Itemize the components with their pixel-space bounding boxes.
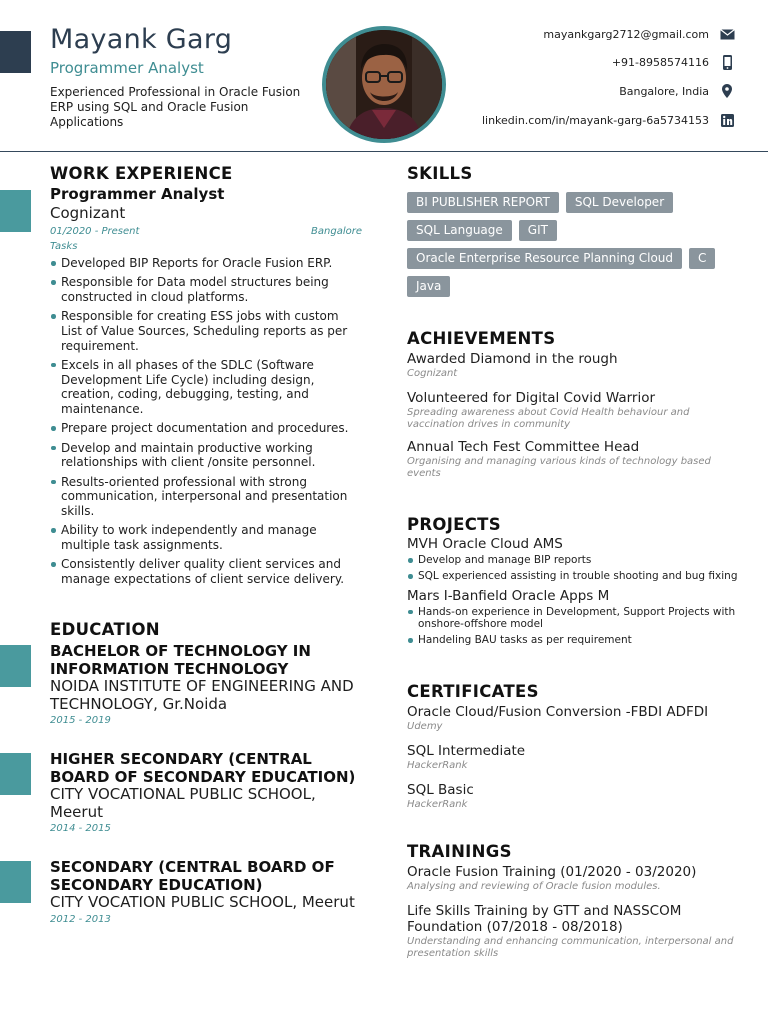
achievements-section: [407, 328, 742, 480]
certificates-heading: CERTIFICATES: [407, 682, 539, 701]
task-item: Responsible for Data model structures being constructed in cloud platforms.: [50, 275, 362, 304]
project-title: MVH Oracle Cloud AMS: [407, 536, 563, 552]
phone-text[interactable]: +91-8958574116: [611, 55, 709, 69]
phone-icon: [719, 55, 735, 69]
education-entry-3: [50, 859, 362, 928]
skill-tag: SQL Developer: [566, 192, 673, 213]
training-description: Analysing and reviewing of Oracle fusion modules.: [407, 881, 661, 892]
project-item: [407, 536, 742, 583]
work-marker: [0, 190, 31, 232]
skill-tag: GIT: [519, 220, 557, 241]
training-title: Oracle Fusion Training (01/2020 - 03/2020): [407, 864, 697, 880]
achievement-item: [407, 390, 742, 431]
task-item: Excels in all phases of the SDLC (Software Development Life Cycle) including design, creation, coding, debugging, testing, and maintenance.: [50, 358, 362, 416]
task-item: Responsible for creating ESS jobs with custom List of Value Sources, Scheduling reports as per requirement.: [50, 309, 362, 353]
task-item: Consistently deliver quality client services and manage expectations of client service delivery.: [50, 557, 362, 586]
achievement-sub: Spreading awareness about Covid Health behaviour and vaccination drives in community: [407, 407, 690, 430]
skills-section: [407, 163, 742, 297]
certificate-issuer: HackerRank: [407, 760, 468, 771]
contact-linkedin-row: [482, 113, 735, 127]
achievement-sub: Organising and managing various kinds of technology based events: [407, 456, 711, 479]
edu-dates: 2014 - 2015: [50, 823, 111, 834]
profile-photo-image: [326, 30, 442, 139]
skill-tag: SQL Language: [407, 220, 512, 241]
training-description: Understanding and enhancing communication, interpersonal and presentation skills: [407, 936, 734, 959]
education-heading: EDUCATION: [50, 620, 160, 639]
training-title: Life Skills Training by GTT and NASSCOM Foundation (07/2018 - 08/2018): [407, 903, 682, 935]
project-bullet: Develop and manage BIP reports: [407, 554, 742, 567]
education-entry-1: [50, 643, 362, 729]
project-bullets: [407, 554, 742, 583]
candidate-title: Programmer Analyst: [50, 59, 204, 77]
skills-heading: SKILLS: [407, 164, 473, 183]
edu-school: NOIDA INSTITUTE OF ENGINEERING AND TECHNOLOGY, Gr.Noida: [50, 677, 354, 713]
job-location: Bangalore: [311, 226, 362, 237]
education-entry-2: [50, 751, 362, 837]
job-tasks-list: [50, 256, 362, 586]
location-text: Bangalore, India: [619, 84, 709, 98]
training-item: [407, 903, 742, 960]
contact-phone-row: [612, 55, 735, 69]
envelope-icon: [719, 27, 735, 41]
project-bullet: SQL experienced assisting in trouble shooting and bug fixing: [407, 570, 742, 583]
task-item: Prepare project documentation and procedures.: [50, 421, 362, 436]
work-experience-heading: WORK EXPERIENCE: [50, 164, 233, 183]
task-item: Develop and maintain productive working relationships with client /onsite personnel.: [50, 441, 362, 470]
trainings-heading: TRAININGS: [407, 842, 512, 861]
education-section: [50, 619, 362, 729]
trainings-section: [407, 841, 742, 960]
training-item: [407, 864, 742, 893]
tasks-label: Tasks: [50, 241, 78, 252]
resume-header: [0, 0, 768, 152]
work-experience-section: [50, 163, 362, 586]
certificate-item: [407, 743, 742, 772]
candidate-summary: Experienced Professional in Oracle Fusion ERP using SQL and Oracle Fusion Applications: [50, 85, 301, 129]
certificate-item: [407, 782, 742, 811]
projects-heading: PROJECTS: [407, 515, 501, 534]
achievement-item: [407, 351, 742, 380]
projects-section: [407, 514, 742, 650]
contact-email-row: [543, 27, 735, 41]
certificate-title: Oracle Cloud/Fusion Conversion -FBDI ADFDI: [407, 704, 709, 720]
linkedin-text[interactable]: linkedin.com/in/mayank-garg-6a5734153: [481, 113, 709, 127]
skill-tag: C: [689, 248, 715, 269]
education-marker-1: [0, 645, 31, 687]
edu-dates: 2015 - 2019: [50, 715, 111, 726]
certificate-title: SQL Intermediate: [407, 743, 526, 759]
task-item: Results-oriented professional with strong communication, interpersonal and presentation skills.: [50, 475, 362, 519]
project-item: [407, 588, 742, 647]
candidate-name: Mayank Garg: [50, 24, 233, 55]
edu-school: CITY VOCATIONAL PUBLIC SCHOOL, Meerut: [50, 785, 316, 821]
linkedin-icon: [719, 113, 735, 127]
task-item: Developed BIP Reports for Oracle Fusion ERP.: [50, 256, 362, 271]
job-dates: 01/2020 - Present: [50, 226, 140, 237]
project-bullet: Hands-on experience in Development, Support Projects with onshore-offshore model: [407, 606, 742, 631]
header-accent-bar: [0, 31, 31, 73]
achievement-sub: Cognizant: [407, 368, 458, 379]
education-marker-2: [0, 753, 31, 795]
certificates-section: [407, 681, 742, 811]
certificate-title: SQL Basic: [407, 782, 474, 798]
edu-degree: BACHELOR OF TECHNOLOGY IN INFORMATION TECHNOLOGY: [50, 642, 311, 678]
skill-tag: Java: [407, 276, 450, 297]
edu-dates: 2012 - 2013: [50, 913, 111, 925]
certificate-item: [407, 704, 742, 733]
left-column: [50, 163, 362, 591]
location-pin-icon: [719, 84, 735, 98]
profile-photo: [322, 26, 446, 143]
contact-location-row: [619, 84, 735, 98]
edu-degree: SECONDARY (CENTRAL BOARD OF SECONDARY EDUCATION): [50, 858, 335, 894]
education-marker-3: [0, 861, 31, 903]
skills-list: [407, 192, 737, 297]
task-item: Ability to work independently and manage multiple task assignments.: [50, 523, 362, 552]
edu-school: CITY VOCATION PUBLIC SCHOOL, Meerut: [50, 893, 355, 911]
achievements-heading: ACHIEVEMENTS: [407, 329, 556, 348]
skill-tag: Oracle Enterprise Resource Planning Cloud: [407, 248, 682, 269]
achievement-title: Awarded Diamond in the rough: [407, 351, 618, 367]
edu-degree: HIGHER SECONDARY (CENTRAL BOARD OF SECONDARY EDUCATION): [50, 750, 356, 786]
achievement-title: Annual Tech Fest Committee Head: [407, 439, 640, 455]
skill-tag: BI PUBLISHER REPORT: [407, 192, 559, 213]
certificate-issuer: HackerRank: [407, 799, 468, 810]
job-role: Programmer Analyst: [50, 185, 225, 203]
email-text[interactable]: mayankgarg2712@gmail.com: [543, 27, 709, 41]
achievement-title: Volunteered for Digital Covid Warrior: [407, 390, 656, 406]
project-bullet: Handeling BAU tasks as per requirement: [407, 634, 742, 647]
project-bullets: [407, 606, 742, 647]
job-company: Cognizant: [50, 204, 126, 222]
job-meta: [50, 225, 362, 239]
achievement-item: [407, 439, 742, 480]
project-title: Mars I-Banfield Oracle Apps M: [407, 587, 610, 604]
certificate-issuer: Udemy: [407, 721, 443, 732]
job-entry: [50, 185, 362, 586]
